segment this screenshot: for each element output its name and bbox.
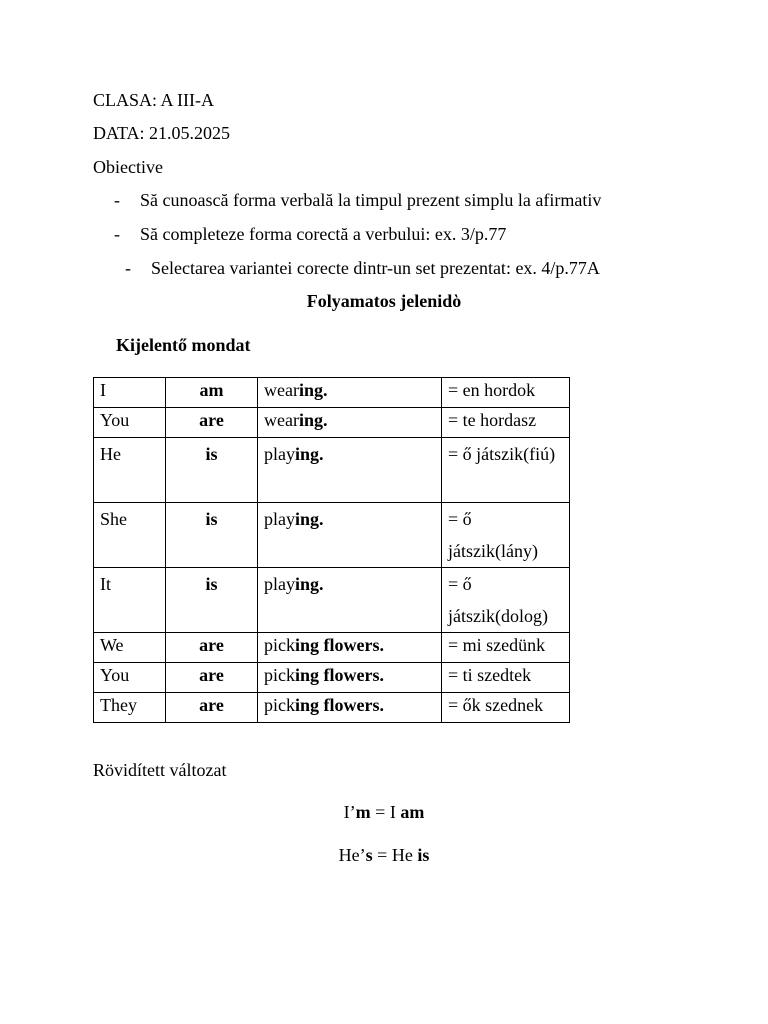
- verb-suffix: ing.: [298, 380, 328, 400]
- table-row: [94, 568, 570, 633]
- bullet-dash: -: [125, 258, 131, 278]
- verb-cell: [258, 408, 442, 438]
- table-row: [94, 633, 570, 663]
- full-form-verb: am: [400, 802, 425, 822]
- bullet-dash: -: [114, 190, 120, 210]
- translation-cell: [442, 408, 570, 438]
- conjugation-table: [93, 377, 570, 723]
- translation-text: = ő játszik(lány): [448, 509, 538, 561]
- verb-suffix: ing flowers.: [295, 695, 384, 715]
- auxiliary-cell: is: [166, 438, 258, 503]
- full-form-verb: is: [417, 845, 430, 865]
- pronoun-cell: She: [94, 503, 166, 568]
- verb-cell: [258, 503, 442, 568]
- verb-stem: pick: [264, 695, 295, 715]
- table-row: [94, 663, 570, 693]
- contraction-suffix: s: [365, 845, 373, 865]
- contraction-pronoun: He’: [338, 845, 366, 865]
- contraction-pronoun: I’: [343, 802, 356, 822]
- conjugation-table-body: [94, 378, 570, 723]
- translation-text: = ő játszik(fiú): [448, 444, 556, 464]
- auxiliary-cell: is: [166, 503, 258, 568]
- objective-item: [114, 223, 506, 245]
- auxiliary-cell: are: [166, 663, 258, 693]
- translation-text: = mi szedünk: [448, 635, 546, 655]
- section-subtitle: Kijelentő mondat: [116, 335, 251, 355]
- translation-text: = ti szedtek: [448, 665, 532, 685]
- translation-cell: [442, 663, 570, 693]
- verb-cell: [258, 568, 442, 633]
- verb-suffix: ing.: [295, 574, 324, 594]
- translation-text: = ők szednek: [448, 695, 544, 715]
- objective-text: Selectarea variantei corecte dintr-un set prezentat: ex. 4/p.77A: [151, 258, 600, 278]
- date-line: DATA: 21.05.2025: [93, 123, 231, 143]
- table-row: [94, 378, 570, 408]
- verb-stem: play: [264, 444, 295, 464]
- short-form-example-2: [0, 844, 768, 866]
- verb-stem: pick: [264, 665, 295, 685]
- contraction-equals: = He: [372, 845, 418, 865]
- translation-text: = en hordok: [448, 380, 536, 400]
- objective-text: Să cunoască forma verbală la timpul prezent simplu la afirmativ: [140, 190, 602, 210]
- verb-suffix: ing.: [295, 444, 324, 464]
- translation-cell: [442, 503, 570, 568]
- translation-cell: [442, 633, 570, 663]
- verb-cell: [258, 693, 442, 723]
- objective-item: [114, 189, 601, 211]
- pronoun-cell: I: [94, 378, 166, 408]
- verb-stem: wear: [264, 410, 299, 430]
- short-form-example-1: [0, 801, 768, 823]
- contraction-equals: = I: [370, 802, 401, 822]
- translation-cell: [442, 438, 570, 503]
- pronoun-cell: You: [94, 663, 166, 693]
- translation-cell: [442, 568, 570, 633]
- verb-suffix: ing flowers.: [295, 665, 384, 685]
- verb-cell: [258, 633, 442, 663]
- table-row: [94, 438, 570, 503]
- translation-text: = ő játszik(dolog): [448, 574, 548, 626]
- translation-cell: [442, 693, 570, 723]
- auxiliary-cell: are: [166, 633, 258, 663]
- verb-suffix: ing.: [298, 410, 328, 430]
- pronoun-cell: It: [94, 568, 166, 633]
- pronoun-cell: We: [94, 633, 166, 663]
- auxiliary-cell: is: [166, 568, 258, 633]
- table-row: [94, 693, 570, 723]
- objectives-label: Obiective: [93, 157, 163, 177]
- translation-cell: [442, 378, 570, 408]
- objective-text: Să completeze forma corectă a verbului: ex. 3/p.77: [140, 224, 507, 244]
- verb-stem: pick: [264, 635, 295, 655]
- bullet-dash: -: [114, 224, 120, 244]
- pronoun-cell: He: [94, 438, 166, 503]
- auxiliary-cell: am: [166, 378, 258, 408]
- class-line: CLASA: A III-A: [93, 90, 214, 110]
- table-row: [94, 503, 570, 568]
- contraction-suffix: m: [355, 802, 371, 822]
- verb-stem: play: [264, 574, 295, 594]
- section-title: Folyamatos jelenidὸ: [306, 291, 462, 311]
- auxiliary-cell: are: [166, 693, 258, 723]
- short-form-label: Rövidített változat: [93, 760, 227, 780]
- translation-text: = te hordasz: [448, 410, 537, 430]
- verb-suffix: ing.: [295, 509, 324, 529]
- verb-cell: [258, 663, 442, 693]
- pronoun-cell: They: [94, 693, 166, 723]
- verb-cell: [258, 438, 442, 503]
- verb-stem: play: [264, 509, 295, 529]
- pronoun-cell: You: [94, 408, 166, 438]
- verb-cell: [258, 378, 442, 408]
- table-row: [94, 408, 570, 438]
- objective-item: [125, 257, 600, 279]
- auxiliary-cell: are: [166, 408, 258, 438]
- verb-suffix: ing flowers.: [295, 635, 384, 655]
- verb-stem: wear: [264, 380, 299, 400]
